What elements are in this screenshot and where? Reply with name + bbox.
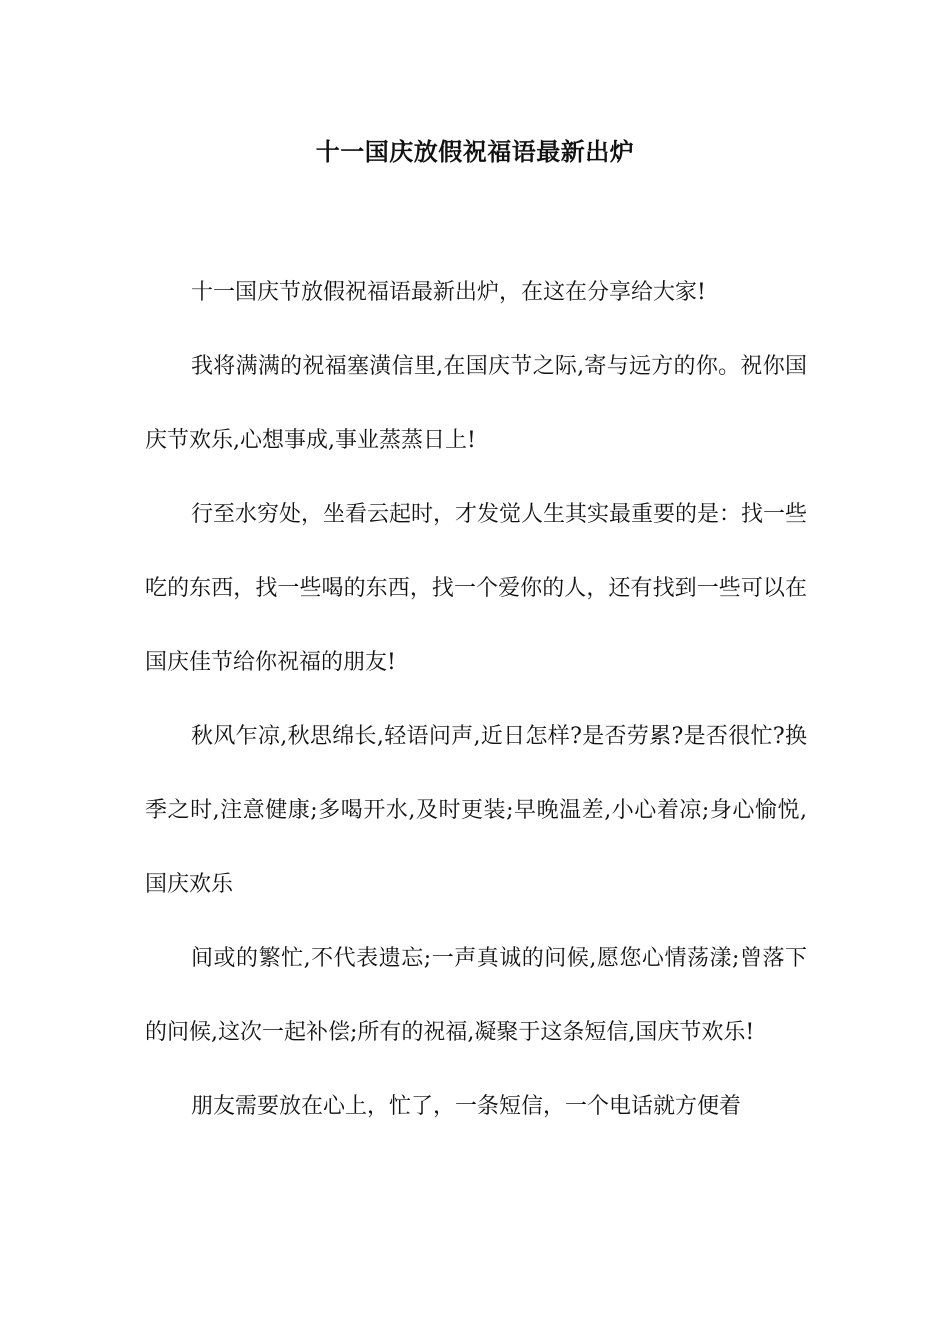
paragraph-1: 十一国庆节放假祝福语最新出炉，在这在分享给大家! — [191, 280, 706, 305]
document-body — [145, 256, 807, 1144]
document-title: 十一国庆放假祝福语最新出炉 — [315, 137, 635, 166]
paragraph-4: 秋风乍凉,秋思绵长,轻语问声,近日怎样?是否劳累?是否很忙?换季之时,注意健康;多喝开水,及时更装;早晚温差,小心着凉;身心愉悦,国庆欢乐 — [145, 724, 807, 897]
paragraph-6: 朋友需要放在心上，忙了，一条短信，一个电话就方便着 — [191, 1094, 742, 1119]
paragraph-2: 我将满满的祝福塞潢信里,在国庆节之际,寄与远方的你。祝你国庆节欢乐,心想事成,事业蒸蒸日上! — [145, 354, 807, 453]
paragraph-3: 行至水穷处，坐看云起时，才发觉人生其实最重要的是：找一些吃的东西，找一些喝的东西，找一个爱你的人，还有找到一些可以在国庆佳节给你祝福的朋友! — [145, 502, 808, 675]
paragraph-5: 间或的繁忙,不代表遗忘;一声真诚的问候,愿您心情荡漾;曾落下的问候,这次一起补偿;所有的祝福,凝聚于这条短信,国庆节欢乐! — [145, 946, 807, 1045]
